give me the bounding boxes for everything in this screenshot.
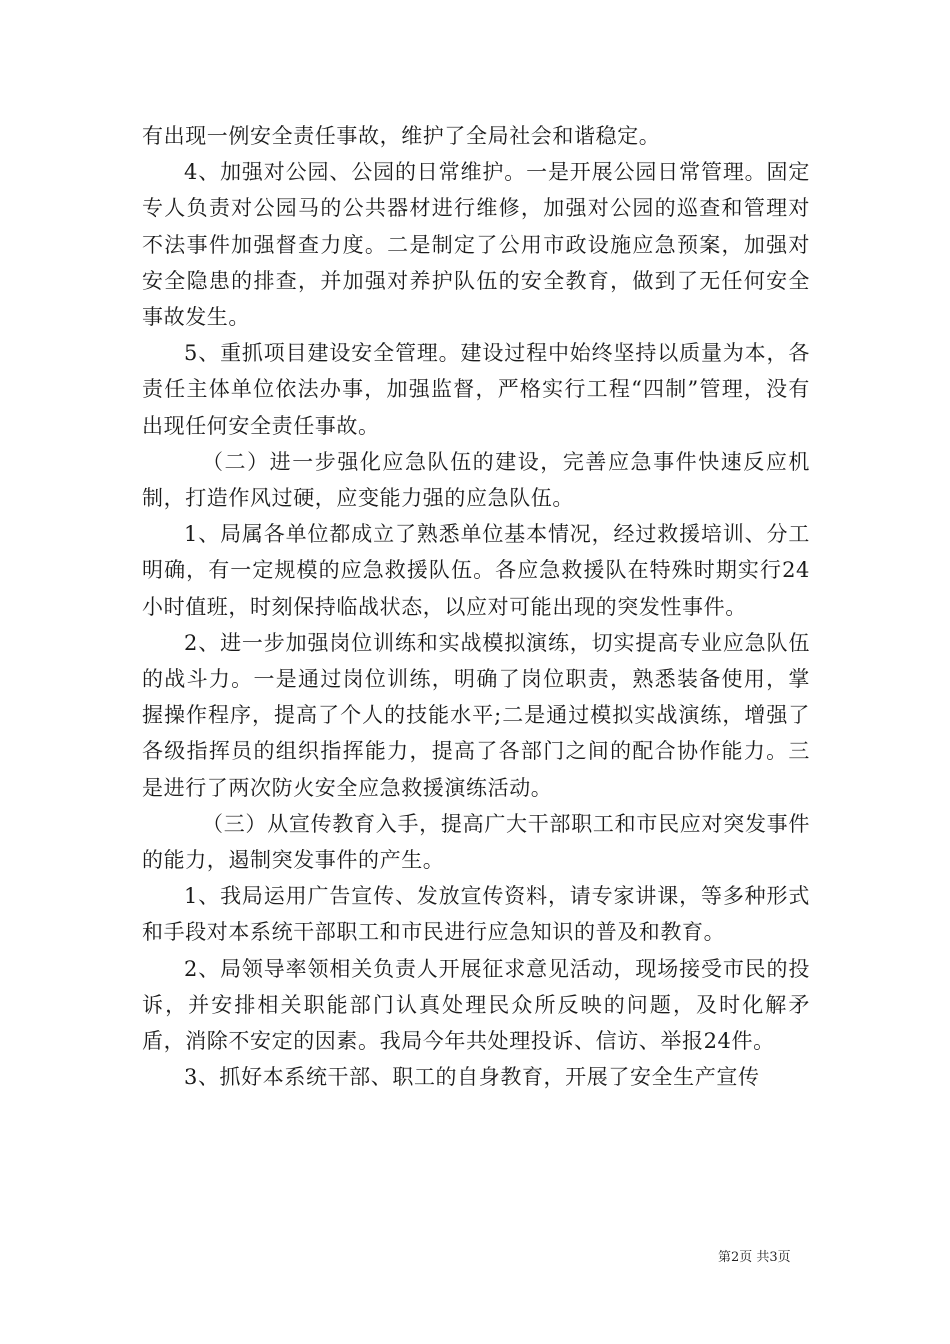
paragraph-item-3b: 3、抓好本系统干部、职工的自身教育，开展了安全生产宣传 (184, 1065, 760, 1090)
document-body (142, 118, 810, 1095)
paragraph-item-5: 5、重抓项目建设安全管理。建设过程中始终坚持以质量为本，各责任主体单位依法办事，加强监督，严格实行工程“四制”管理，没有出现任何安全责任事故。 (142, 341, 810, 438)
paragraph-continuation: 有出现一例安全责任事故，维护了全局社会和谐稳定。 (142, 124, 661, 148)
paragraph-item-1: 1、局属各单位都成立了熟悉单位基本情况，经过救援培训、分工明确，有一定规模的应急救援队伍。各应急救援队在特殊时期实行24小时值班，时刻保持临战状态，以应对可能出现的突发性事件。 (142, 522, 810, 619)
section-heading-2: （二）进一步强化应急队伍的建设，完善应急事件快速反应机制，打造作风过硬，应变能力强的应急队伍。 (142, 449, 810, 511)
paragraph-item-1b: 1、我局运用广告宣传、发放宣传资料，请专家讲课，等多种形式和手段对本系统干部职工和市民进行应急知识的普及和教育。 (142, 884, 810, 945)
paragraph-item-2b: 2、局领导率领相关负责人开展征求意见活动，现场接受市民的投诉，并安排相关职能部门认真处理民众所反映的问题，及时化解矛盾，消除不安定的因素。我局今年共处理投诉、信访、举报24件。 (142, 956, 810, 1054)
paragraph-item-2: 2、进一步加强岗位训练和实战模拟演练，切实提高专业应急队伍的战斗力。一是通过岗位训练，明确了岗位职责，熟悉装备使用，掌握操作程序，提高了个人的技能水平;二是通过模拟实战演练，增强了各级指挥员的组织指挥能力，提高了各部门之间的配合协作能力。三是进行了两次防火安全应急救援演练活动。 (142, 630, 810, 800)
section-heading-3: （三）从宣传教育入手，提高广大干部职工和市民应对突发事件的能力，遏制突发事件的产生。 (142, 811, 810, 873)
paragraph-item-4: 4、加强对公园、公园的日常维护。一是开展公园日常管理。固定专人负责对公园马的公共器材进行维修，加强对公园的巡查和管理对不法事件加强督查力度。二是制定了公用市政设施应急预案，加强对安全隐患的排查，并加强对养护队伍的安全教育，做到了无任何安全事故发生。 (142, 160, 810, 330)
page-number: 第2页 共3页 (718, 1250, 791, 1265)
